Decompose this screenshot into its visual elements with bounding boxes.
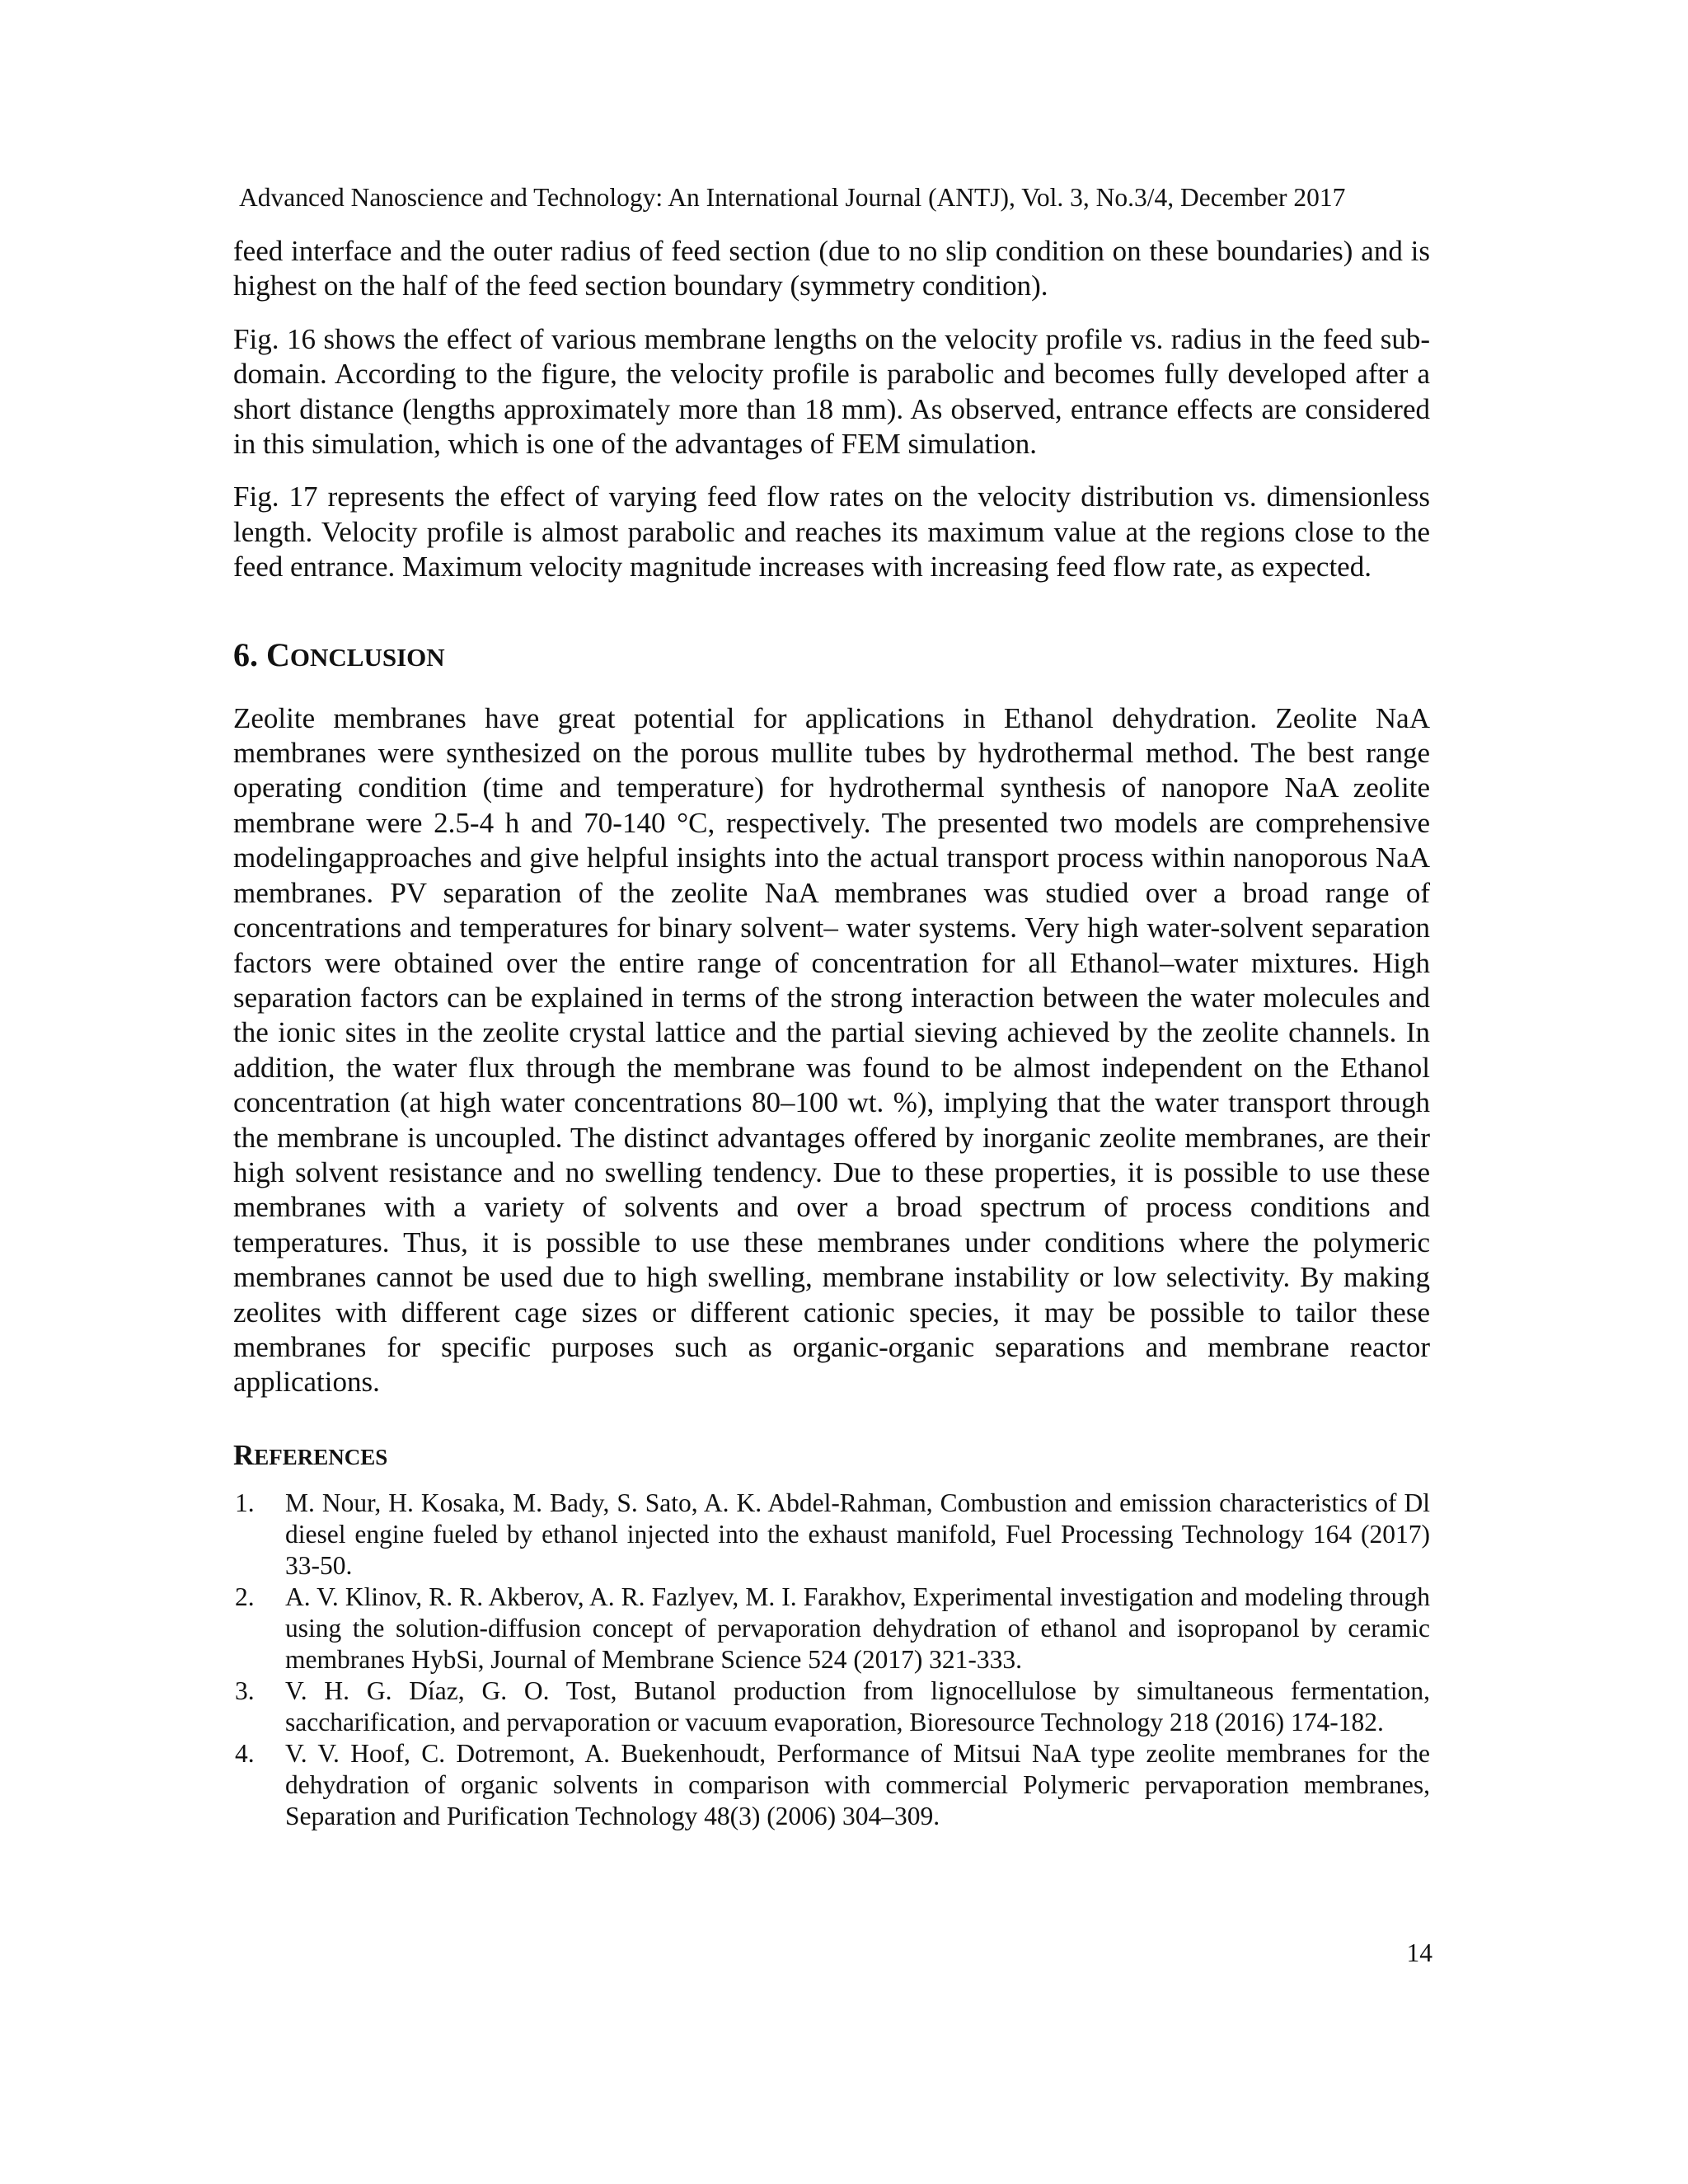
running-header: Advanced Nanoscience and Technology: An International Journal (ANTJ), Vol. 3, No.3/4, December 2017: [239, 183, 1346, 212]
reference-text: V. V. Hoof, C. Dotremont, A. Buekenhoudt, Performance of Mitsui NaA type zeolite membranes for the dehydration of organic solvents in comparison with commercial Polymeric pervaporation membranes, Separation and Purification Technology 48(3) (2006) 304–309.: [285, 1738, 1430, 1830]
reference-item: [233, 1488, 1430, 1582]
reference-list: [233, 1488, 1430, 1832]
body-paragraph: feed interface and the outer radius of feed section (due to no slip condition on these boundaries) and is highest on the half of the feed section boundary (symmetry condition).: [233, 235, 1430, 302]
references-heading-rest: EFERENCES: [254, 1444, 388, 1469]
reference-text: A. V. Klinov, R. R. Akberov, A. R. Fazlyev, M. I. Farakhov, Experimental investigation and modeling through using the solution-diffusion concept of pervaporation dehydration of ethanol and isopropanol by ceramic membranes HybSi, Journal of Membrane Science 524 (2017) 321-333.: [285, 1582, 1430, 1674]
reference-item: [233, 1738, 1430, 1832]
conclusion-heading: [233, 635, 1430, 678]
reference-number: 2.: [235, 1582, 255, 1611]
main-content: [233, 234, 1430, 1832]
reference-item: [233, 1675, 1430, 1738]
body-paragraph: Fig. 16 shows the effect of various membrane lengths on the velocity profile vs. radius in the feed sub-domain. According to the figure, the velocity profile is parabolic and becomes fully developed after a short distance (lengths approximately more than 18 mm). As observed, entrance effects are considered in this simulation, which is one of the advantages of FEM simulation.: [233, 322, 1430, 461]
conclusion-heading-number: 6. C: [233, 635, 290, 673]
page-number: 14: [1406, 1938, 1432, 1967]
conclusion-paragraph: Zeolite membranes have great potential for applications in Ethanol dehydration. Zeolite NaA membranes were synthesized on the porous mullite tubes by hydrothermal method. The best range operating condition (time and temperature) for hydrothermal synthesis of nanopore NaA zeolite membrane were 2.5-4 h and 70-140 °C, respectively. The presented two models are comprehensive modelingapproaches and give helpful insights into the actual transport process within nanoporous NaA membranes. PV separation of the zeolite NaA membranes was studied over a broad range of concentrations and temperatures for binary solvent– water systems. Very high water-solvent separation factors were obtained over the entire range of concentration for all Ethanol–water mixtures. High separation factors can be explained in terms of the strong interaction between the water molecules and the ionic sites in the zeolite crystal lattice and the partial sieving achieved by the zeolite channels. In addition, the water flux through the membrane was found to be almost independent on the Ethanol concentration (at high water concentrations 80–100 wt. %), implying that the water transport through the membrane is uncoupled. The distinct advantages offered by inorganic zeolite membranes, are their high solvent resistance and no swelling tendency. Due to these properties, it is possible to use these membranes with a variety of solvents and over a broad spectrum of process conditions and temperatures. Thus, it is possible to use these membranes under conditions where the polymeric membranes cannot be used due to high swelling, membrane instability or low selectivity. By making zeolites with different cage sizes or different cationic species, it may be possible to tailor these membranes for specific purposes such as organic-organic separations and membrane reactor applications.: [233, 701, 1430, 1399]
reference-text: M. Nour, H. Kosaka, M. Bady, S. Sato, A. K. Abdel-Rahman, Combustion and emission characteristics of Dl diesel engine fueled by ethanol injected into the exhaust manifold, Fuel Processing Technology 164 (2017) 33-50.: [285, 1488, 1430, 1580]
body-paragraph: Fig. 17 represents the effect of varying feed flow rates on the velocity distribution vs. dimensionless length. Velocity profile is almost parabolic and reaches its maximum value at the regions close to the feed entrance. Maximum velocity magnitude increases with increasing feed flow rate, as expected.: [233, 480, 1430, 583]
reference-number: 3.: [235, 1675, 255, 1705]
conclusion-heading-rest: ONCLUSION: [289, 642, 445, 672]
reference-item: [233, 1582, 1430, 1675]
reference-text: V. H. G. Díaz, G. O. Tost, Butanol production from lignocellulose by simultaneous fermentation, saccharification, and pervaporation or vacuum evaporation, Bioresource Technology 218 (2016) 174-182.: [285, 1675, 1430, 1736]
reference-number: 1.: [235, 1488, 255, 1517]
references-heading: [233, 1436, 1430, 1476]
references-heading-first: R: [233, 1438, 255, 1471]
reference-number: 4.: [235, 1738, 255, 1768]
